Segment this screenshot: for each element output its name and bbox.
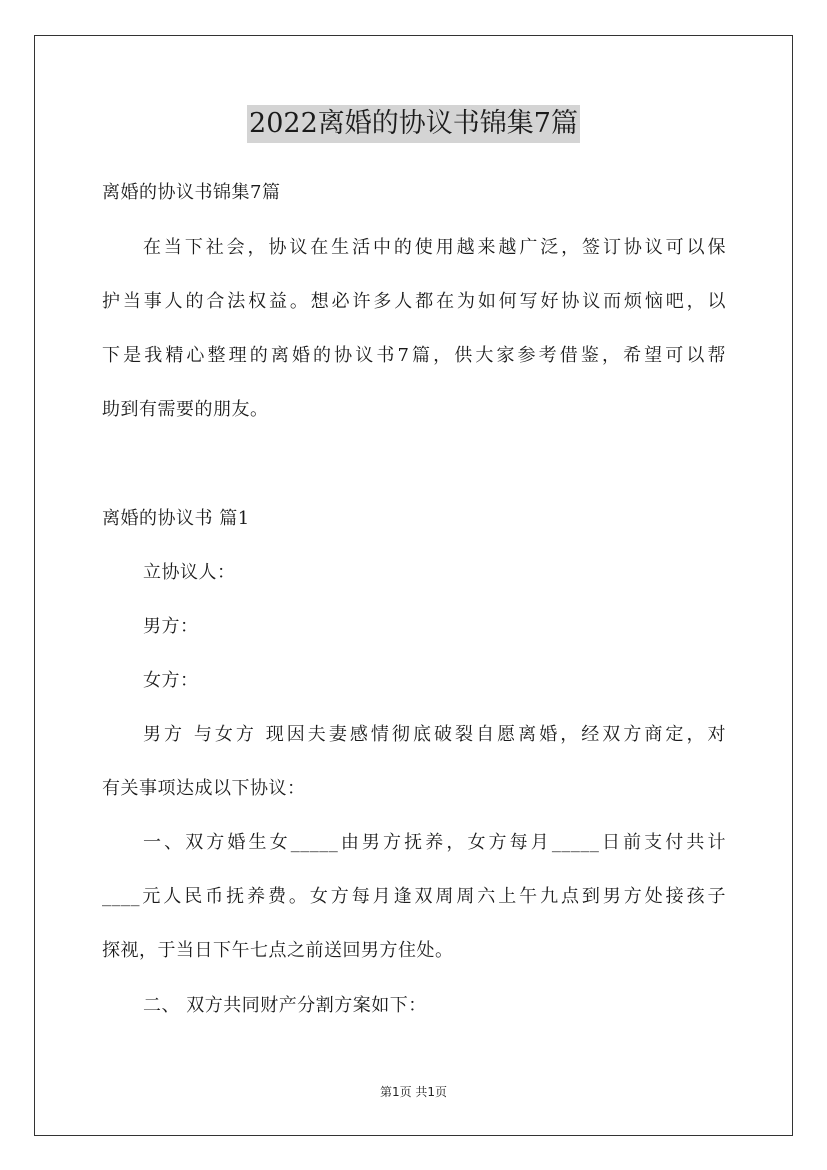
clause-one-line-1: 一、双方婚生女_____由男方抚养，女方每月_____日前支付共计 (143, 832, 726, 853)
male-party: 男方： (143, 616, 199, 637)
clause-one-line-2: ____元人民币抚养费。女方每月逢双周周六上午九点到男方处接孩子 (102, 886, 726, 907)
agreement-line-2: 有关事项达成以下协议： (102, 778, 306, 799)
clause-one-line-3: 探视，于当日下午七点之前送回男方住处。 (102, 940, 454, 961)
clause-two: 二、 双方共同财产分割方案如下： (143, 995, 427, 1016)
intro-line-4: 助到有需要的朋友。 (102, 399, 269, 420)
intro-line-3: 下是我精心整理的离婚的协议书7篇，供大家参考借鉴，希望可以帮 (102, 345, 726, 366)
agreement-line-1: 男方 与女方 现因夫妻感情彻底破裂自愿离婚，经双方商定，对 (143, 724, 726, 745)
intro-line-2: 护当事人的合法权益。想必许多人都在为如何写好协议而烦恼吧，以 (102, 291, 726, 312)
intro-line-1: 在当下社会，协议在生活中的使用越来越广泛，签订协议可以保 (143, 237, 726, 258)
document-title (0, 102, 827, 143)
female-party: 女方： (143, 670, 199, 691)
document-subtitle: 离婚的协议书锦集7篇 (102, 182, 281, 203)
section-heading: 离婚的协议书 篇1 (102, 508, 250, 529)
page-indicator: 第1页 共1页 (379, 1085, 448, 1099)
document-title-text: 2022离婚的协议书锦集7篇 (247, 105, 580, 143)
parties-label: 立协议人： (143, 562, 236, 583)
